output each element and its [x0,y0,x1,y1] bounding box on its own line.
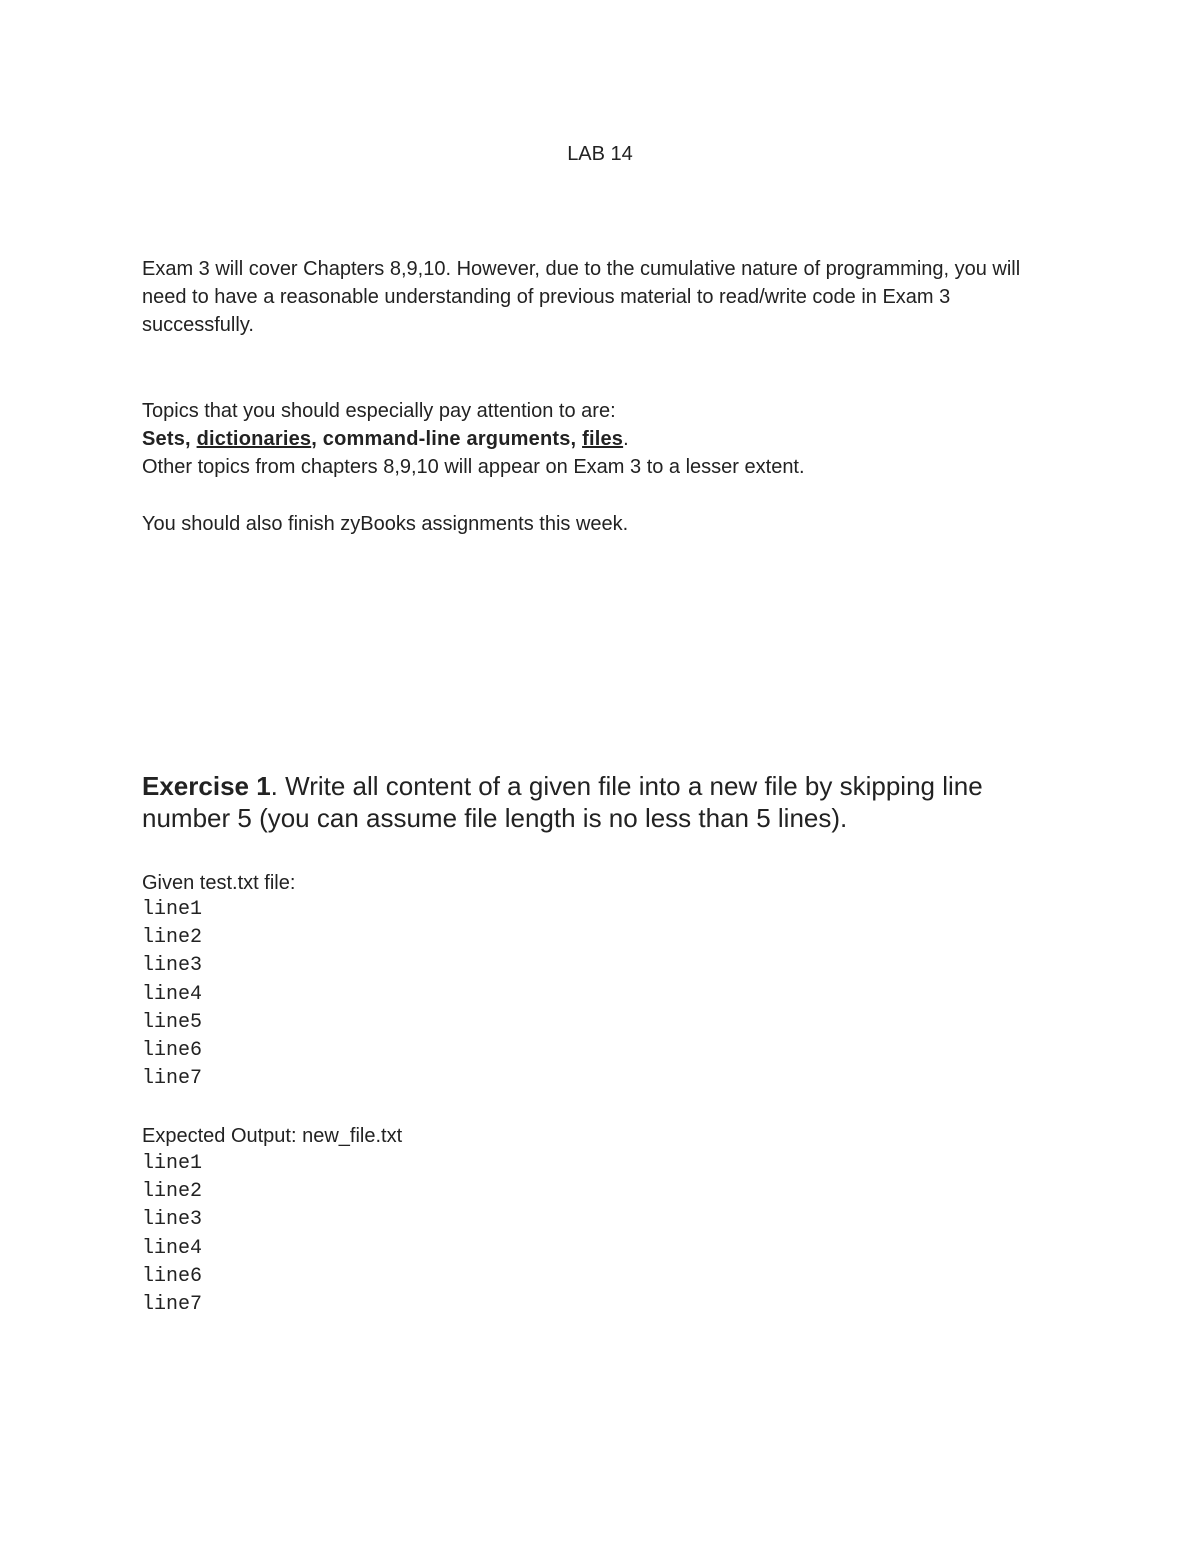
given-file-label: Given test.txt file: [142,872,296,894]
finish-note: You should also finish zyBooks assignments this week. [142,513,629,535]
topic-command-line-arguments: command-line arguments, [322,428,577,450]
expected-output-lines [142,1150,202,1319]
other-topics: Other topics from chapters 8,9,10 will appear on Exam 3 to a lesser extent. [142,456,805,478]
document-title: LAB 14 [567,143,633,165]
code-line: line1 [142,898,203,921]
topics-section [142,397,1062,481]
code-line: line6 [142,1039,203,1063]
exercise-label: Exercise 1 [142,771,271,801]
code-line: line4 [142,982,203,1006]
topics-intro: Topics that you should especially pay attention to are: [142,400,616,422]
code-line: line5 [142,1010,203,1034]
topic-files: files [582,428,624,450]
exercise-text: . Write all content of a given file into a new file by skipping line number 5 (you can assume file length is no less than 5 lines). [142,771,983,833]
code-line: line7 [142,1293,203,1317]
code-line: line2 [142,1180,203,1204]
code-line: line1 [142,1152,203,1175]
exercise-heading [142,770,1062,834]
expected-output-label: Expected Output: new_file.txt [142,1125,403,1147]
code-line: line2 [142,926,203,950]
code-line: line3 [142,954,203,978]
code-line: line3 [142,1208,203,1232]
topics-list [142,425,1062,453]
given-file-lines [142,896,202,1093]
intro-paragraph: Exam 3 will cover Chapters 8,9,10. However, due to the cumulative nature of programming, you will need to have a reasonable understanding of previous material to read/write code in Exam 3 successfully. [142,258,1021,336]
code-line: line4 [142,1236,203,1260]
code-line: line7 [142,1067,203,1091]
topic-dictionaries: dictionaries [196,428,312,450]
topic-sets: Sets, [142,428,191,450]
topic-period: . [623,428,629,450]
topic-comma: , [311,428,317,450]
code-line: line6 [142,1264,203,1288]
